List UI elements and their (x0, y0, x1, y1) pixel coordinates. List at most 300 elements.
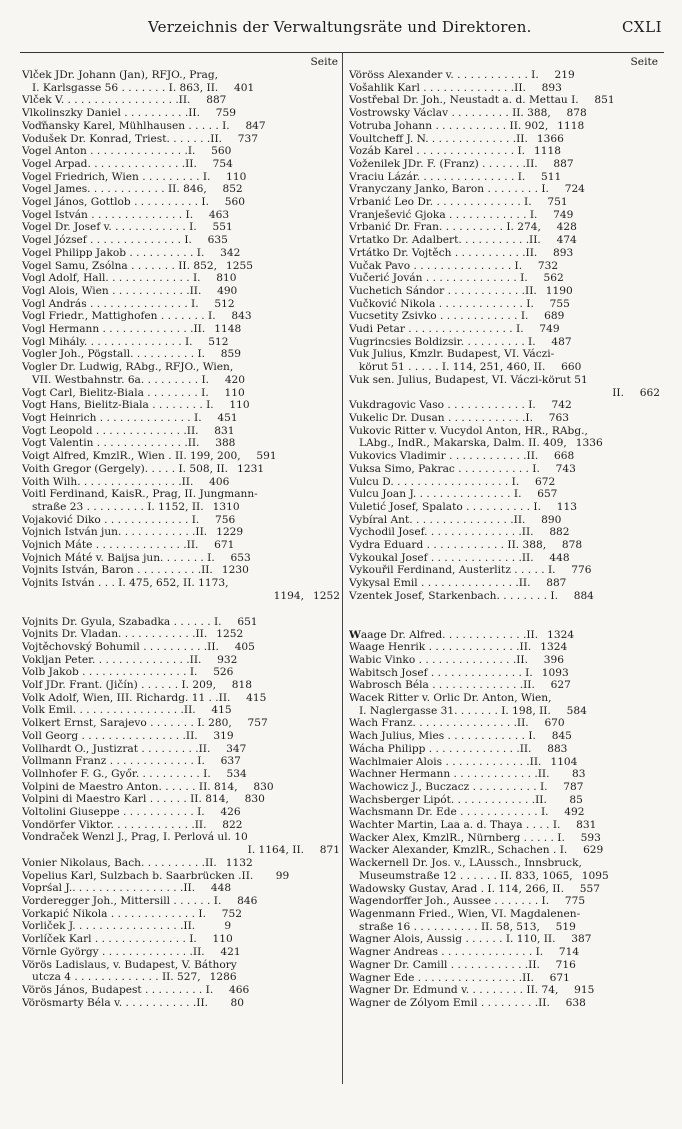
page-ref-number: 110 (224, 386, 245, 399)
page-ref-number: 85 (569, 793, 583, 806)
index-entry (22, 679, 340, 692)
page-ref-number: 847 (245, 119, 266, 132)
page-ref-number: 884 (573, 589, 594, 602)
entry-text: Vogt Hans, Bielitz-Biala . . . . . . . . I. (22, 399, 214, 412)
index-entry (349, 895, 660, 908)
entry-text: I. Karlsgasse 56 . . . . . . . I. 863, II. (32, 81, 219, 94)
index-entry (349, 679, 660, 692)
entry-text: Wacker Alex, KmzlR., Nürnberg . . . . . I. (349, 831, 565, 844)
page-ref-number: 426 (220, 806, 241, 819)
page-ref-number: 755 (549, 297, 570, 310)
page-ref-number: 388 (215, 437, 236, 450)
page-ref-number: 387 (571, 933, 592, 946)
page-ref-number: 1324 (540, 641, 568, 654)
entry-text: Vogt Leopold . . . . . . . . . . . . . .II. (22, 424, 199, 437)
entry-text: Vlkolinszky Daniel . . . . . . . . . .II. (22, 107, 200, 120)
entry-text: Vogel Samu, Zsólna . . . . . . . II. 852, (22, 259, 217, 272)
index-entry (22, 133, 340, 146)
entry-text: Wagner Andreas . . . . . . . . . . . . . . I. (349, 946, 544, 959)
page-ref-number: 893 (541, 81, 562, 94)
page-ref-number: 878 (566, 107, 587, 120)
index-entry (349, 870, 660, 883)
section-gap (349, 616, 660, 629)
index-entry (349, 730, 660, 743)
index-entry (22, 564, 340, 577)
index-entry (22, 209, 340, 222)
index-entry (349, 145, 660, 158)
entry-text: Vulcu D. . . . . . . . . . . . . . . . . . I. (349, 475, 520, 488)
index-entry (349, 399, 660, 412)
page-ref-number: 843 (231, 310, 252, 323)
entry-text: Wagendorffer Joh., Aussee . . . . . . . I. (349, 895, 550, 908)
index-entry (22, 145, 340, 158)
page-number: CXLI (621, 18, 662, 36)
section-gap (349, 603, 660, 616)
entry-text: Voďňansky Karel, Mühlhausen . . . . . I. (22, 119, 230, 132)
index-entry (22, 654, 340, 667)
entry-text: Vrbanić Dr. Fran. . . . . . . . . . I. 274, (349, 221, 541, 234)
entry-text: Vykouřil Ferdinand, Austerlitz . . . . . I. (349, 564, 556, 577)
entry-text: Vucsetity Zsivko . . . . . . . . . . . . I. (349, 310, 529, 323)
index-entry (22, 768, 340, 781)
page-ref-number: 1132 (225, 856, 253, 869)
page-ref-number: 113 (556, 500, 577, 513)
entry-text: Vonier Nikolaus, Bach. . . . . . . . . .II. (22, 856, 217, 869)
index-entry (22, 260, 340, 273)
entry-text: Vojnits István, Baron . . . . . . . . . .II. (22, 564, 213, 577)
entry-text: Vugrincsies Boldizsir. . . . . . . . . . I. (349, 335, 536, 348)
index-entry (349, 82, 660, 95)
index-entry (349, 806, 660, 819)
entry-text: Vörös Ladislaus, v. Budapest, V. Báthory (22, 958, 237, 971)
page-ref-number: 1310 (212, 500, 240, 513)
page-ref-number: 401 (234, 81, 255, 94)
page-ref-number: 421 (220, 945, 241, 958)
index-entry (349, 972, 660, 985)
page-ref-number: 716 (555, 958, 576, 971)
index-entry (22, 666, 340, 679)
entry-text: Vlček JDr. Johann (Jan), RFJO., Prag, (22, 69, 218, 81)
entry-text: Vopelius Karl, Sulzbach b. Saarbrücken .II. (22, 869, 254, 882)
page-ref-number: 1190 (545, 284, 573, 297)
page-ref-number: 1252 (313, 589, 340, 602)
page-ref-number: 657 (537, 488, 558, 501)
entry-text: Vogt Heinrich . . . . . . . . . . . . . . I. (22, 411, 202, 424)
entry-text: Wabic Vinko . . . . . . . . . . . . . . .II. (349, 653, 528, 666)
index-entry (22, 120, 340, 133)
index-entry (22, 450, 340, 463)
entry-text: Voll Georg . . . . . . . . . . . . . . . .II. (22, 729, 198, 742)
index-entry-continuation (22, 844, 340, 857)
index-entry (349, 272, 660, 285)
entry-text: Vogel Philipp Jakob . . . . . . . . . . I. (22, 246, 205, 259)
entry-text: Volpini di Maestro Karl . . . . . . II. 814, (22, 793, 229, 806)
index-entry (349, 526, 660, 539)
entry-text: Vogel James. . . . . . . . . . . . II. 846, (22, 183, 207, 196)
entry-text: Vogl Friedr., Mattighofen . . . . . . . I. (22, 310, 216, 323)
entry-text: Wackernell Dr. Jos. v., LAussch., Innsbruck, (349, 857, 582, 870)
index-entry (22, 781, 340, 794)
page-ref-number: 653 (230, 551, 251, 564)
index-entry (349, 463, 660, 476)
index-entry (349, 94, 660, 107)
page-ref-number: 1118 (557, 119, 585, 132)
entry-text: Wachsberger Lipót. . . . . . . . . . . . .II. (349, 793, 547, 806)
page-ref-number: 776 (571, 564, 592, 577)
index-entry (22, 285, 340, 298)
index-entry (349, 183, 660, 196)
index-entry (22, 616, 340, 629)
page-ref-number: 893 (553, 246, 574, 259)
page-ref-number: 845 (551, 730, 572, 743)
index-entry (349, 133, 660, 146)
entry-text: Wacek Ritter v. Orlic Dr. Anton, Wien, (349, 692, 552, 705)
page-ref-number: 83 (571, 768, 586, 781)
entry-text: Vojaković Diko . . . . . . . . . . . . . I. (22, 513, 200, 526)
index-entry (22, 336, 340, 349)
entry-text: Volk Adolf, Wien, III. Richardg. 11 . .II. (22, 691, 231, 704)
index-entry (22, 221, 340, 234)
index-entry (22, 463, 340, 476)
index-entry (22, 755, 340, 768)
entry-text: Vöröss Alexander v. . . . . . . . . . . . I. (349, 69, 539, 81)
page-ref-number: 629 (583, 844, 604, 857)
page-ref-number: 887 (206, 94, 227, 107)
entry-text: Vogler Dr. Ludwig, RAbg., RFJO., Wien, (22, 361, 234, 374)
page-ref-number: 737 (237, 132, 259, 145)
page-ref-number: 878 (561, 539, 583, 552)
page-ref-number: 831 (214, 424, 235, 437)
index-entry (22, 387, 340, 400)
entry-text: Wachowicz J., Buczacz . . . . . . . . . . I. (349, 780, 548, 793)
entry-text: Vzentek Josef, Starkenbach. . . . . . . . I. (349, 589, 558, 602)
entry-text: Vulcu Joan J. . . . . . . . . . . . . . . I. (349, 488, 522, 501)
entry-text: Vondörfer Viktor. . . . . . . . . . . . .II. (22, 818, 207, 831)
index-entry-line (349, 348, 660, 361)
page-ref-number: 474 (556, 234, 577, 247)
index-entry (349, 69, 660, 82)
index-entry (349, 781, 660, 794)
index-entry (349, 997, 660, 1010)
page-ref-number: 787 (563, 780, 584, 793)
entry-text: Vrtatko Dr. Adalbert. . . . . . . . . . .II. (349, 234, 541, 247)
page-ref-number: 763 (548, 411, 569, 424)
page-ref-number: 757 (247, 717, 268, 730)
entry-text: Vrtátko Dr. Vojtěch . . . . . . . . . . .II. (349, 246, 538, 259)
page-ref-number: 9 (224, 920, 232, 933)
page-ref-number: 347 (226, 742, 247, 755)
index-entry (349, 564, 660, 577)
page-header (0, 18, 682, 42)
entry-text: Voith Gregor (Gergely). . . . . I. 508, II. (22, 462, 229, 475)
entry-text: II. (612, 386, 624, 399)
entry-text: Vučerić Jován . . . . . . . . . . . . . . I. (349, 272, 528, 285)
entry-text: Vogt Carl, Bielitz-Biala . . . . . . . . I. (22, 386, 209, 399)
index-entry (349, 844, 660, 857)
index-entry (22, 641, 340, 654)
index-entry (349, 323, 660, 336)
page-ref-number: 1366 (536, 132, 564, 145)
entry-text: Museumstraße 12 . . . . . . II. 833, 1065, (359, 869, 573, 882)
entry-text: Vogel Friedrich, Wien . . . . . . . . . I. (22, 170, 211, 183)
index-entry-line (22, 831, 340, 844)
entry-text: Vuk sen. Julius, Budapest, VI. Váczi-körut 51 (349, 373, 588, 386)
entry-text: Vogl Alois, Wien . . . . . . . . . . . .II. (22, 284, 202, 297)
index-entry (349, 450, 660, 463)
page-ref-number: 756 (215, 513, 236, 526)
entry-text: Vojnich István jun. . . . . . . . . . . .II. (22, 526, 208, 539)
page-ref-number: 1104 (550, 755, 578, 768)
entry-text: Vogel Arpad. . . . . . . . . . . . . . .II. (22, 157, 197, 170)
entry-text: Voitl Ferdinand, KaisR., Prag, II. Jungmann- (22, 488, 258, 501)
entry-text: Vuletić Josef, Spalato . . . . . . . . . . I. (349, 500, 541, 513)
index-entry (349, 260, 660, 273)
entry-text: Vörösmarty Béla v. . . . . . . . . . . .II. (22, 996, 209, 1009)
page-ref-number: 110 (212, 933, 233, 946)
page-ref-number: 405 (234, 640, 255, 653)
entry-text: Vollnhofer F. G., Győr. . . . . . . . . . I. (22, 767, 211, 780)
entry-text: Wagner Alois, Aussig . . . . . . I. 110, II. (349, 933, 556, 946)
index-entry (349, 247, 660, 260)
page-ref-number: 526 (213, 666, 234, 679)
page-ref-number: 670 (544, 717, 565, 730)
entry-text: Voprśal J.. . . . . . . . . . . . . . . . .II. (22, 882, 196, 895)
entry-text: Voltolini Giuseppe . . . . . . . . . . . I. (22, 806, 205, 819)
index-entry (349, 768, 660, 781)
entry-text: Vraciu Lázár. . . . . . . . . . . . . . . I. (349, 170, 526, 183)
entry-text: Vykysal Emil . . . . . . . . . . . . . . .II. (349, 577, 531, 590)
page-ref-number: 448 (549, 551, 570, 564)
entry-text: LAbg., IndR., Makarska, Dalm. II. 409, (359, 437, 567, 450)
index-entry (22, 857, 340, 870)
entry-text: Vydra Eduard . . . . . . . . . . . . II. 388, (349, 539, 547, 552)
page-ref-number: 551 (212, 221, 233, 234)
index-entry (349, 756, 660, 769)
entry-text: Wachsmann Dr. Ede . . . . . . . . . . . . I. (349, 806, 549, 819)
page-ref-number: 110 (226, 170, 247, 183)
index-entry-line (349, 692, 660, 705)
page-ref-number: 1229 (216, 526, 244, 539)
page-ref-number: 671 (549, 971, 570, 984)
right-column (349, 56, 660, 1010)
entry-text: Vogel Anton . . . . . . . . . . . . . . .I. (22, 145, 196, 158)
entry-text: Vorkapić Nikola . . . . . . . . . . . . . I. (22, 907, 206, 920)
entry-text: Vojnich Máte . . . . . . . . . . . . . .II. (22, 539, 199, 552)
index-entry (349, 641, 660, 654)
index-entry (349, 654, 660, 667)
page-ref-number: 591 (256, 450, 277, 463)
entry-text: Votruba Johann . . . . . . . . . . . II. 902, (349, 119, 549, 132)
index-entry (22, 895, 340, 908)
index-entry (22, 997, 340, 1010)
page-ref-number: 668 (554, 450, 575, 463)
index-entry (349, 488, 660, 501)
index-entry (22, 171, 340, 184)
index-entry (349, 120, 660, 133)
index-entry (22, 882, 340, 895)
page-ref-number: 754 (212, 157, 233, 170)
page-ref-number: 660 (561, 361, 582, 374)
page-ref-number: 689 (544, 310, 565, 323)
index-entry (349, 209, 660, 222)
page-ref-number: 557 (579, 882, 600, 895)
entry-text: Vokljan Peter. . . . . . . . . . . . . . .II. (22, 653, 202, 666)
index-entry (349, 310, 660, 323)
index-entry (349, 514, 660, 527)
entry-text: I. Naglergasse 31. . . . . . . I. 198, II. (359, 704, 551, 717)
index-entry (22, 819, 340, 832)
index-entry (22, 539, 340, 552)
index-entry (349, 984, 660, 997)
index-entry (349, 717, 660, 730)
entry-text: Voigt Alfred, KmzlR., Wien . II. 199, 200, (22, 450, 241, 463)
entry-text: Vykoukal Josef . . . . . . . . . . . . . .II. (349, 551, 534, 564)
index-entry-line (349, 908, 660, 921)
page-ref-number: 662 (639, 386, 660, 399)
entry-text: Wagner de Zólyom Emil . . . . . . . . .II. (349, 996, 550, 1009)
page-ref-number: 915 (574, 984, 595, 997)
page-ref-number: 1118 (534, 145, 561, 158)
index-entry (349, 933, 660, 946)
entry-text: straße 23 . . . . . . . . . I. 1152, II. (32, 500, 204, 513)
entry-text: Vybíral Ant. . . . . . . . . . . . . . . .II. (349, 513, 526, 526)
entry-text: Vošahlik Karl . . . . . . . . . . . . . .II. (349, 81, 526, 94)
index-entry (22, 323, 340, 336)
entry-text: Vojnits Dr. Vladan. . . . . . . . . . . .II. (22, 628, 208, 641)
page-ref-number: 882 (549, 526, 570, 539)
index-entry (22, 374, 340, 387)
entry-text: Vukovics Vladimir . . . . . . . . . . . .II. (349, 450, 539, 463)
index-entry (349, 743, 660, 756)
page-ref-number: 1324 (547, 628, 575, 641)
index-entry-continuation (349, 387, 660, 400)
index-entry (22, 946, 340, 959)
entry-text: Vudi Petar . . . . . . . . . . . . . . . . I. (349, 323, 524, 336)
page-ref-number: 415 (246, 691, 267, 704)
index-entry (22, 234, 340, 247)
entry-text: Vorderegger Joh., Mittersill . . . . . . I. (22, 895, 222, 907)
index-entry (349, 921, 660, 934)
page-ref-number: 871 (319, 844, 340, 857)
page-ref-number: 80 (230, 996, 245, 1009)
entry-text: Volf JDr. Frant. (Jičín) . . . . . . I. 209, (22, 679, 216, 692)
page-ref-number: 635 (207, 234, 228, 247)
page-ref-number: 406 (209, 475, 230, 488)
entry-text: Vojnits Dr. Gyula, Szabadka . . . . . . I. (22, 615, 222, 628)
entry-text: Vollhardt O., Justizrat . . . . . . . . .II. (22, 742, 211, 755)
page-ref-number: 420 (224, 373, 246, 386)
index-entry-continuation (22, 590, 340, 603)
index-entry (349, 946, 660, 959)
page-ref-number: 749 (539, 323, 560, 336)
index-entry-line (22, 69, 340, 82)
page-ref-number: 219 (554, 69, 575, 81)
section-gap (22, 603, 340, 616)
index-entry-line (22, 959, 340, 972)
page-ref-number: 519 (555, 920, 576, 933)
page-ref-number: 448 (210, 882, 232, 895)
entry-text: Voultcheff J. N. . . . . . . . . . . . . .II. (349, 132, 528, 145)
index-entry (349, 361, 660, 374)
page-ref-number: 671 (214, 539, 235, 552)
entry-text: Vogl Hermann . . . . . . . . . . . . . .II. (22, 323, 206, 336)
entry-text: Vuk Julius, Kmzlr. Budapest, VI. Váczi- (349, 348, 555, 361)
entry-text: körut 51 . . . . . I. 114, 251, 460, II. (359, 361, 546, 374)
entry-text: Vozáb Karel . . . . . . . . . . . . . . . I. (349, 145, 525, 158)
entry-text: Wabitsch Josef . . . . . . . . . . . . . . I. (349, 666, 533, 679)
page-ref-number: 638 (565, 996, 586, 1009)
index-entry (349, 171, 660, 184)
entry-text: Vörös János, Budapest . . . . . . . . . I. (22, 983, 214, 996)
entry-text: Vogel János, Gottlob . . . . . . . . . . I. (22, 196, 209, 209)
index-entry (349, 819, 660, 832)
entry-text: Wagner Ede . . . . . . . . . . . . . . . .II. (349, 971, 534, 984)
index-entry (22, 437, 340, 450)
page-ref-number: 1231 (237, 462, 265, 475)
index-entry (349, 501, 660, 514)
entry-text: Voith Wilh. . . . . . . . . . . . . . . .II. (22, 475, 194, 488)
entry-text: Vranyczany Janko, Baron . . . . . . . . I. (349, 183, 549, 196)
index-entry (349, 577, 660, 590)
page-ref-number: 466 (229, 983, 250, 996)
index-entry (22, 501, 340, 514)
entry-text: Vogel József . . . . . . . . . . . . . . I. (22, 234, 192, 247)
index-entry (349, 437, 660, 450)
index-entry (22, 425, 340, 438)
entry-text: Vuksa Simo, Pakrac . . . . . . . . . . . I. (349, 462, 540, 475)
index-entry (22, 399, 340, 412)
entry-text: Vukelic Dr. Dusan . . . . . . . . . . . .I. (349, 411, 533, 424)
page-ref-number: 1286 (209, 971, 237, 984)
index-entry (349, 158, 660, 171)
entry-text: Vychodil Josef. . . . . . . . . . . . . . .II. (349, 526, 534, 539)
page-ref-number: 319 (213, 729, 234, 742)
index-entry (22, 971, 340, 984)
section-initial: W (349, 628, 361, 641)
index-entry (22, 933, 340, 946)
page-ref-number: 887 (546, 577, 567, 590)
entry-text: Vogt Valentin . . . . . . . . . . . . . .II. (22, 437, 200, 450)
index-entry (349, 285, 660, 298)
entry-text: Volk Emil. . . . . . . . . . . . . . . . .II. (22, 704, 196, 717)
page-ref-number: 742 (551, 399, 572, 412)
entry-text: Volkert Ernst, Sarajevo . . . . . . . I. 280, (22, 717, 232, 730)
entry-text: Vorlíček Karl . . . . . . . . . . . . . . I. (22, 933, 197, 946)
index-entry (349, 629, 660, 642)
entry-text: Wacker Alexander, KmzlR., Schachen . I. (349, 844, 568, 857)
entry-text: Vogl András . . . . . . . . . . . . . . . I. (22, 297, 199, 310)
entry-text: Vogler Joh., Pögstall. . . . . . . . . . I. (22, 348, 206, 361)
entry-text: Vollmann Franz . . . . . . . . . . . . . I. (22, 755, 205, 768)
index-entry (349, 794, 660, 807)
entry-text: Volb Jakob . . . . . . . . . . . . . . . . I. (22, 666, 198, 679)
entry-text: utcza 4 . . . . . . . . . . . . . II. 527, (32, 971, 201, 984)
index-entry (349, 298, 660, 311)
page-ref-number: 1336 (575, 437, 603, 450)
entry-text: Vodušek Dr. Konrad, Triest. . . . . . .II. (22, 132, 223, 145)
index-entry (22, 692, 340, 705)
page-ref-number: 830 (253, 780, 274, 793)
entry-text: Vogl Adolf, Hall. . . . . . . . . . . . . I. (22, 272, 201, 285)
page-ref-number: 1230 (221, 564, 249, 577)
index-entry (22, 730, 340, 743)
page-ref-number: 428 (556, 221, 577, 234)
page-ref-number: 890 (541, 513, 562, 526)
entry-text: Vukdragovic Vaso . . . . . . . . . . . . I. (349, 399, 536, 412)
page-ref-number: 415 (211, 704, 232, 717)
page-ref-number: 534 (226, 767, 247, 780)
page-ref-number: 512 (214, 297, 235, 310)
